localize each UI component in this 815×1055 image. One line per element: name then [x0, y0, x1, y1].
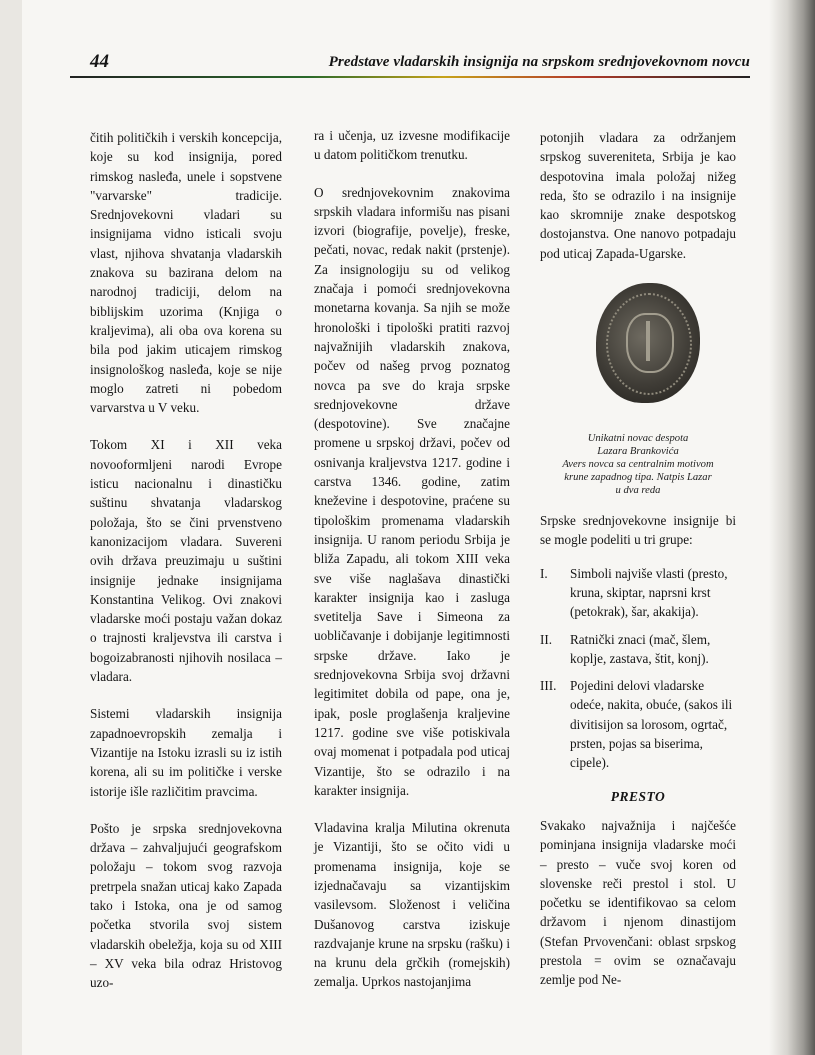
text-column-right: [540, 128, 736, 1004]
list-item: [540, 630, 736, 669]
text-column-middle: [314, 126, 510, 1010]
figure-caption: [540, 432, 736, 497]
header-rule: [70, 76, 750, 78]
list-numeral: III.: [540, 678, 557, 694]
coin-image: [596, 283, 700, 403]
list-numeral: I.: [540, 565, 548, 581]
paragraph: čitih političkih i verskih koncepcija, koje su kod insignija, pored rimskog nasleđa, unele i sopstvene "varvarske" tradicije. Srednjovekovni vladari su insignijama vidno isticali svoju vlast, njihova shvatanja vladarskih znakova su bazirana delom na narodnoj tradiciji, delom na biblijskim uzorima (Knjiga o kraljevima), ali oba ova korena su bila pod jakim uticajem rimskog insignološkog nasleđa, koje se nije moglo zatreti ni pobedom varvarstva u V veku.: [90, 130, 282, 416]
page-header: [70, 48, 750, 78]
caption-line: Lazara Brankovića: [597, 446, 679, 458]
list-numeral: II.: [540, 631, 553, 647]
list-text: Simboli najviše vlasti (presto, kruna, skiptar, naprsni krst (petokrak), šar, akakija).: [570, 565, 728, 620]
running-title: Predstave vladarskih insignija na srpskom srednjovekovnom novcu: [328, 54, 750, 70]
list-item: [540, 564, 736, 622]
list-text: Ratnički znaci (mač, šlem, koplje, zastava, štit, konj).: [570, 631, 711, 666]
paragraph: potonjih vladara za održanjem srpskog suvereniteta, Srbija je kao despotovina imala položaj nižeg reda, što se odrazilo i na insignije kao skromnije znake despotskog dostojanstva. One nanovo potpadaju pod uticaj Zapada-Ugarske.: [540, 130, 736, 261]
list-item: [540, 676, 736, 772]
insignia-groups-list: [540, 564, 736, 773]
paragraph: Svakako najvažnija i najčešće pominjana insignija vladarske moći – presto – vuče svoj koren od slovenske reči prestol i stol. U početku se identifikovao sa celom državom i njenom dinastijom (Stefan Prvovenčani: oblast srpskog prestola = ovim se označavaju zemlje pod Ne-: [540, 817, 736, 988]
text-column-left: [90, 128, 282, 1010]
section-heading: PRESTO: [610, 788, 666, 804]
list-text: Pojedini delovi vladarske odeće, nakita, obuće, (sakos ili divitisijon sa lorosom, ogrtač, prsten, pojas sa biserima, cipele).: [570, 678, 733, 771]
crown-motif: [626, 313, 674, 373]
paragraph: ra i učenja, uz izvesne modifikacije u datom političkom trenutku.: [314, 128, 510, 163]
coin-figure: [540, 277, 736, 432]
paragraph: Sistemi vladarskih insignija zapadnoevropskih zemalja i Vizantije na Istoku izrasli su iz istih korena, ali su im političke i verske istorije išle različitim pravcima.: [90, 706, 282, 799]
paragraph: Tokom XI i XII veka novooformljeni narodi Evrope isticu nacionalnu i dinastičku suštinu shvatanja vladarskog položaja, što se čini prvenstveno kanonizacijom vladara. Suvereni ovih država preuzimaju u suštini insignije jednake insignijama Konstantina Velikog. Ovi znakovi vladarske moći postaju važan dokaz o trajnosti kraljevstva ili carstva i bogoizabranosti njihovih nosilaca – vladara.: [90, 437, 282, 685]
page-number: 44: [90, 51, 109, 72]
caption-line: Unikatni novac despota: [587, 433, 689, 445]
paragraph: O srednjovekovnim znakovima srpskih vladara informišu nas pisani izvori (biografije, povelje), freske, pečati, novac, redak nakit (prstenje). Za insignologiju su od velikog značaja i pomoći srednjovekovna monetarna kovanja. Sa njih se može hronološki i tipološki pratiti razvoj najvažnijih vladarskih znakova, počev od našeg prvog poznatog novca pa sve do kraja srpske srednjovekovne države (despotovine). Sve značajne promene u srpskoj državi, počev od osnivanja kraljevstva 1217. godine i carstva 1346. godine, zatim kneževine i despotovine, praćene su tipološkim promenama vladarskih insignija. U ranom periodu Srbija je bliža Zapadu, ali tokom XIII veka sve više naglašava dinastički karakter insignija kao i zasluga svetitelja Save i Simeona za uobličavanje i dobijanje legitimnosti srpske države. Iako je srednjovekovna Srbija svoj državni legitimitet dobila od pape, ona je, ipak, posle proglašenja kraljevine 1217. godine sve više potiskivala ovaj momenat i potpadala pod uticaj Vizantije, što se odrazilo i na karakter insignija.: [314, 184, 510, 798]
paragraph: Srpske srednjovekovne insignije bi se mogle podeliti u tri grupe:: [540, 513, 736, 548]
caption-line: u dva reda: [615, 485, 661, 497]
paragraph: Vladavina kralja Milutina okrenuta je Vizantiji, što se očito vidi u promenama insignija, koje se izjednačavaju sa vizantijskim vasilevsom. Složenost i veličina Dušanovog carstva iziskuje razdvajanje krune na srpsku (rašku) i na krunu dela grčkih (romejskih) zemalja. Uprkos nastojanjima: [314, 820, 510, 990]
caption-line: krune zapadnog tipa. Natpis Lazar: [564, 472, 712, 484]
caption-line: Avers novca sa centralnim motivom: [562, 459, 714, 471]
book-spine-shadow: [769, 0, 815, 1055]
paragraph: Pošto je srpska srednjovekovna država – zahvaljujući geografskom položaju – tokom svog razvoja pretrpela snažan uticaj kako Zapada tako i Istoka, ona je od samog početka stvorila svoj sistem vladarskih obeležja, koja su od XIII – XV veka bila odraz Hristovog uzo-: [90, 820, 282, 991]
